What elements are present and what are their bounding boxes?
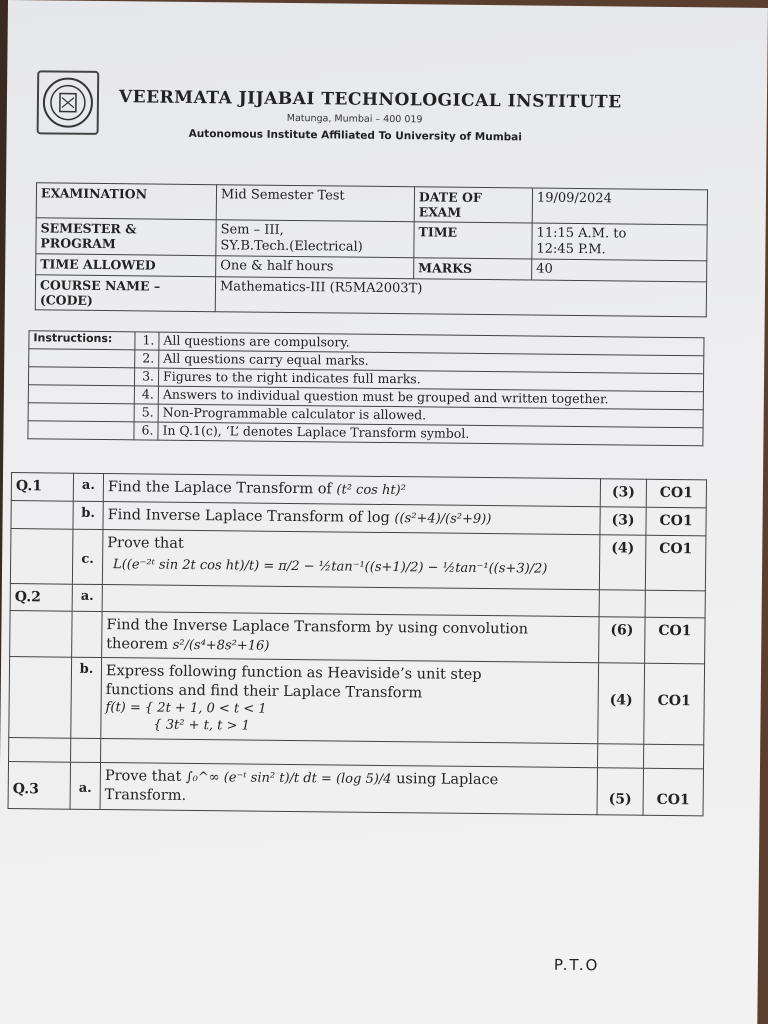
course-outcome: CO1 [643,768,703,815]
question-part-label: a. [70,762,100,809]
question-marks: (6) [599,616,645,663]
time-allowed-value: One & half hours [216,256,414,279]
question-part-label: b. [71,658,102,739]
instructions-heading: Instructions: [29,331,135,350]
instructions-table [27,330,704,446]
question-prompt: Prove that [104,767,182,785]
question-text [100,762,597,814]
question-part-label: a. [72,584,102,612]
course-outcome: CO1 [645,535,706,590]
question-expression: s²/(s⁴+8s²+16) [172,637,270,654]
question-expression-cont: { 3t² + t, t > 1 [153,717,250,734]
question-text [102,611,599,663]
question-prompt-cont: theorem [106,635,169,653]
question-number: Q.2 [10,583,72,611]
semester-label: SEMESTER & PROGRAM [36,218,216,256]
instruction-number: 6. [134,422,158,440]
question-prompt-cont: functions and find their Laplace Transform [105,682,423,702]
examination-label: EXAMINATION [36,183,216,220]
semester-value-line1: Sem – III, [220,222,284,238]
question-prompt-cont: using Laplace [396,771,499,789]
question-part-label: a. [73,473,103,501]
question-part-label: b. [73,501,103,529]
question-expression: ∫₀^∞ (e⁻ᵗ sin² t)/t dt = (log 5)/4 [185,769,392,787]
instruction-text: Figures to the right indicates full marks. [158,368,703,392]
instruction-text: Answers to individual question must be grouped and written together. [158,386,703,410]
question-expression: f(t) = { 2t + 1, 0 < t < 1 [105,700,267,717]
date-label: DATE OF EXAM [414,187,532,223]
semester-value-line2: SY.B.Tech.(Electrical) [220,237,363,255]
instruction-number: 5. [134,404,158,422]
question-text [101,658,599,744]
institute-affiliation: Autonomous Institute Affiliated To University of Mumbai [188,127,522,144]
institute-logo [37,70,100,135]
marks-label: MARKS [414,258,532,280]
question-prompt: Express following function as Heaviside’s unit step [105,663,482,684]
instruction-text: In Q.1(c), ‘L’ denotes Laplace Transform symbol. [158,422,703,446]
course-outcome: CO1 [646,507,706,536]
question-number: Q.1 [11,473,73,502]
question-prompt: Find the Laplace Transform of [107,479,332,498]
marks-value: 40 [532,259,707,281]
question-expression: L((e⁻²ᵗ sin 2t cos ht)/t) = π/2 − ½tan⁻¹((s+1)/2) − ½tan⁻¹((s+3)/2) [113,556,548,577]
time-allowed-label: TIME ALLOWED [36,254,216,276]
instruction-number: 4. [134,386,158,404]
institute-address: Matunga, Mumbai – 400 019 [286,112,423,126]
course-outcome: CO1 [644,664,705,745]
course-outcome: CO1 [645,617,705,664]
question-prompt: Prove that [107,534,184,552]
instruction-text: All questions are compulsory. [159,332,704,356]
question-prompt: Find the Inverse Laplace Transform by using convolution [106,616,529,638]
questions-table [8,472,707,816]
exam-info-table [35,182,708,317]
question-marks: (4) [599,535,646,590]
question-expression: ((s²+4)/(s²+9)) [394,510,492,527]
date-value: 19/09/2024 [532,188,707,225]
instruction-text: All questions carry equal marks. [159,350,704,374]
question-expression: (t² cos ht)² [336,482,406,499]
question-prompt: Find Inverse Laplace Transform of log [107,506,390,526]
question-number: Q.3 [8,761,70,808]
instruction-text: Non-Programmable calculator is allowed. [158,404,703,428]
course-value: Mathematics-III (R5MA2003T) [215,276,706,316]
time-value-line2: 12:45 P.M. [536,241,606,257]
question-part-label: c. [72,529,103,584]
question-prompt-end: Transform. [104,786,187,804]
pto-note: P.T.O [553,955,600,975]
instruction-number: 2. [135,350,159,368]
question-marks: (4) [598,663,645,744]
time-value [532,223,707,261]
instruction-number: 3. [134,368,158,386]
examination-value: Mid Semester Test [216,185,414,222]
semester-value [216,220,414,258]
question-marks: (3) [600,479,646,507]
course-outcome: CO1 [646,479,706,508]
question-marks: (5) [597,768,643,815]
institute-name: VEERMATA JIJABAI TECHNOLOGICAL INSTITUTE [118,87,622,113]
instruction-number: 1. [135,332,159,350]
time-value-line1: 11:15 A.M. to [536,225,627,242]
time-label: TIME [414,222,532,259]
course-label: COURSE NAME – (CODE) [35,275,215,312]
question-marks: (3) [600,507,646,535]
question-text [102,529,600,589]
